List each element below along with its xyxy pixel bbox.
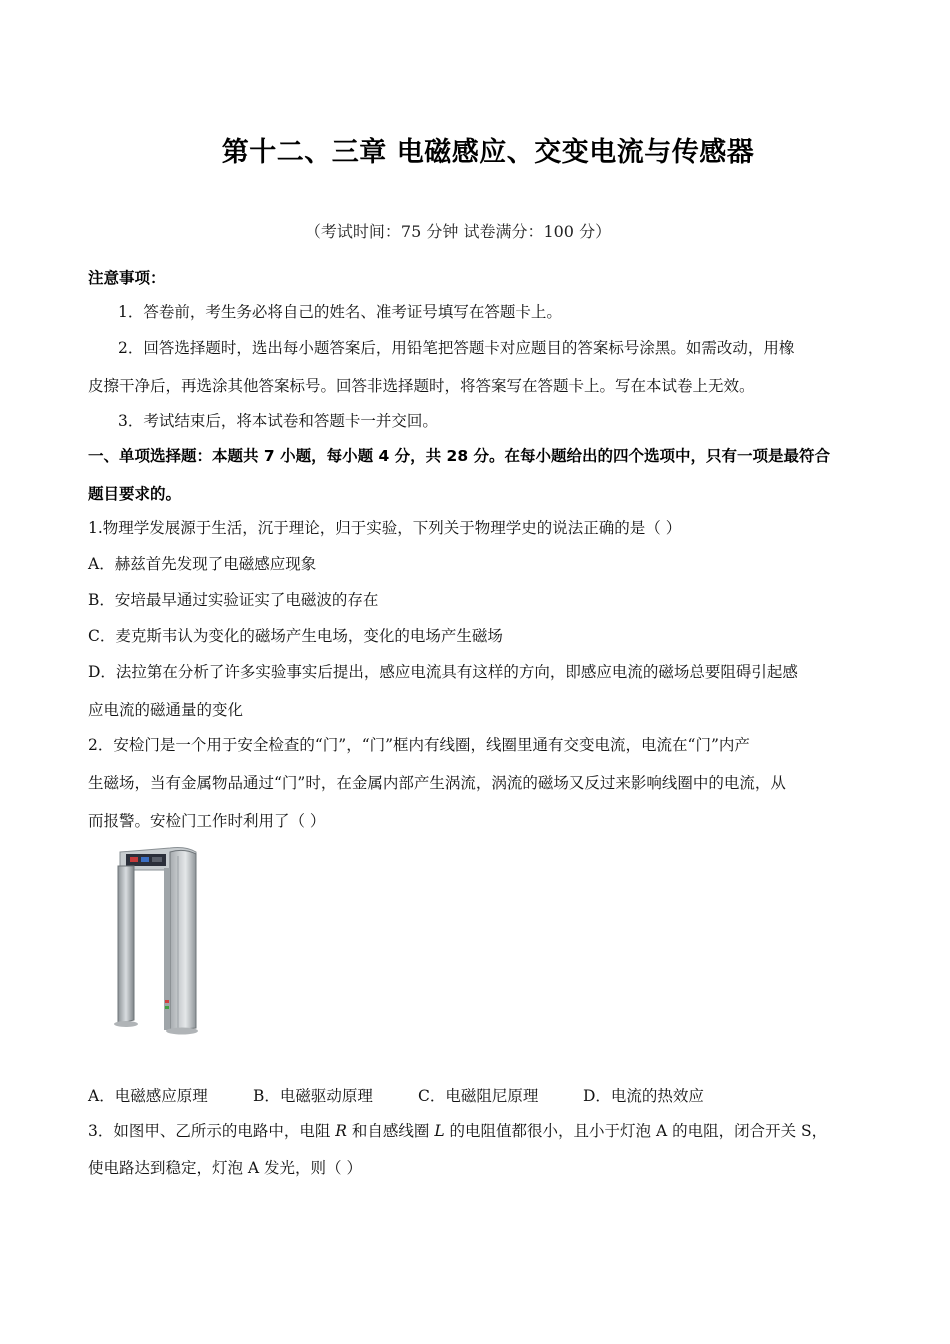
security-gate-image: [108, 844, 204, 1036]
note-item-2-cont: 皮擦干净后，再选涂其他答案标号。回答非选择题时，将答案写在答题卡上。写在本试卷上无效。: [88, 377, 755, 395]
question-1-option-d-cont: 应电流的磁通量的变化: [88, 701, 244, 719]
note-item-1: 1．答卷前，考生务必将自己的姓名、准考证号填写在答题卡上。: [118, 303, 562, 321]
note-item-3: 3．考试结束后，将本试卷和答题卡一并交回。: [118, 412, 438, 430]
question-1-stem: 1.物理学发展源于生活，沉于理论，归于实验，下列关于物理学史的说法正确的是（ ）: [88, 519, 682, 537]
question-3-stem-1: [88, 1121, 827, 1141]
notes-heading: 注意事项：: [88, 269, 166, 287]
question-2-stem-1: 2．安检门是一个用于安全检查的“门”，“门”框内有线圈，线圈里通有交变电流，电流在“门”内产: [88, 736, 750, 754]
question-2-options: [88, 1084, 704, 1106]
question-1-option-b: B．安培最早通过实验证实了电磁波的存在: [88, 591, 379, 609]
question-3-text-a: 3．如图甲、乙所示的电路中，电阻: [88, 1122, 336, 1140]
question-1-option-a: A．赫兹首先发现了电磁感应现象: [88, 555, 317, 573]
section-heading: 一、单项选择题：本题共 7 小题，每小题 4 分，共 28 分。在每小题给出的四个选项中，只有一项是最符合: [88, 447, 831, 465]
question-2-stem-2: 生磁场，当有金属物品通过“门”时，在金属内部产生涡流，涡流的磁场又反过来影响线圈中的电流，从: [88, 774, 786, 792]
question-3-stem-2: 使电路达到稳定，灯泡 A 发光，则（ ）: [88, 1159, 362, 1177]
note-item-2: 2．回答选择题时，选出每小题答案后，用铅笔把答题卡对应题目的答案标号涂黑。如需改动，用橡: [118, 339, 795, 357]
question-2-stem-3: 而报警。安检门工作时利用了（ ）: [88, 812, 326, 830]
variable-r: R: [335, 1122, 347, 1140]
page-title: 第十二、三章 电磁感应、交变电流与传感器: [221, 137, 755, 168]
question-2-option-b: B．电磁驱动原理: [253, 1087, 373, 1105]
question-2-option-c: C．电磁阻尼原理: [418, 1087, 539, 1105]
question-1-option-d: D．法拉第在分析了许多实验事实后提出，感应电流具有这样的方向，即感应电流的磁场总要阻碍引起感: [88, 663, 798, 681]
question-1-option-c: C．麦克斯韦认为变化的磁场产生电场，变化的电场产生磁场: [88, 627, 503, 645]
question-2-option-a: A．电磁感应原理: [88, 1087, 208, 1105]
question-3-text-b: 和自感线圈: [346, 1122, 435, 1140]
section-heading-cont: 题目要求的。: [88, 485, 182, 503]
variable-l: L: [434, 1122, 445, 1140]
exam-info: （考试时间：75 分钟 试卷满分：100 分）: [304, 222, 612, 241]
question-3-text-c: 的电阻值都很小，且小于灯泡 A 的电阻，闭合开关 S，: [444, 1122, 828, 1140]
question-2-option-d: D．电流的热效应: [583, 1087, 704, 1105]
